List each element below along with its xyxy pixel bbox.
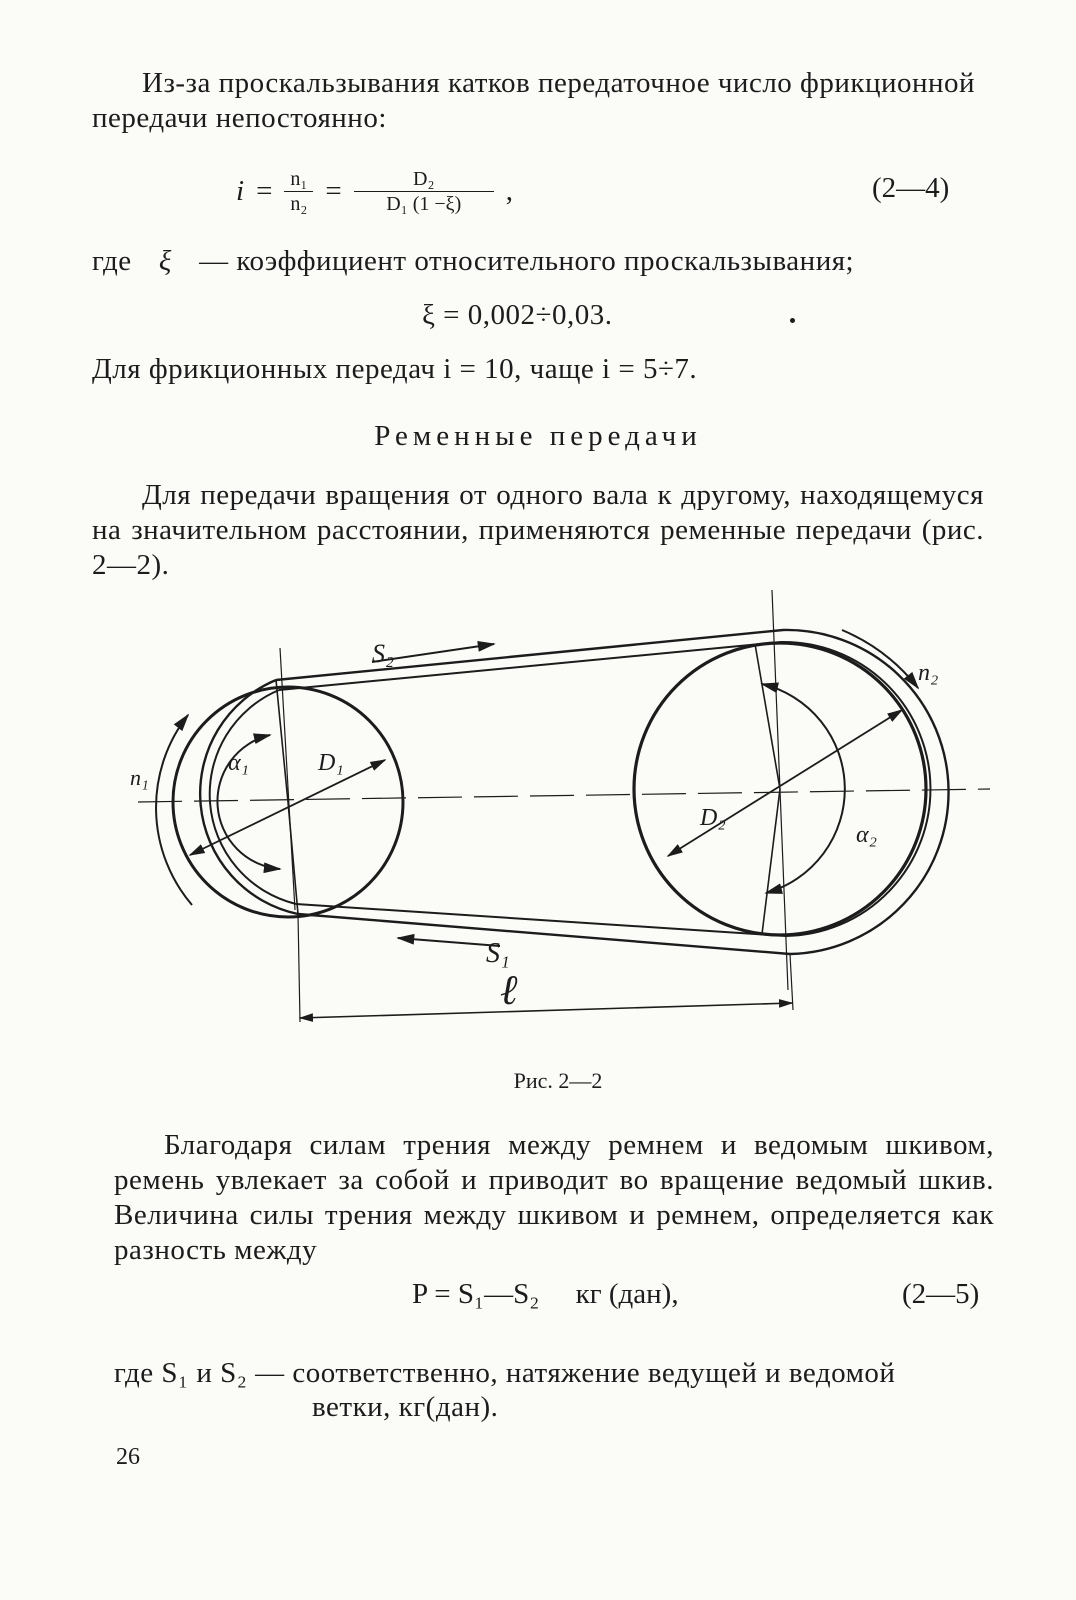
center-line xyxy=(138,789,990,802)
fraction-n-denominator: n₂ xyxy=(290,192,308,215)
where-s-lead: где S₁ и S₂ — xyxy=(114,1357,285,1389)
ratio-line: Для фрикционных передач i = 10, чаще i = 5÷7. xyxy=(92,353,698,385)
dimension-l-line xyxy=(300,1003,792,1018)
where-s-line-2: ветки, кг(дан). xyxy=(312,1391,499,1423)
eq-lhs: i xyxy=(236,174,245,207)
belt-intro-paragraph: Для передачи вращения от одного вала к другому, находящемуся на значительном расстоянии, применяются ременные передачи (рис. 2—2). xyxy=(92,479,984,581)
equation-2-5: P = S₁—S₂ кг (дан), xyxy=(412,1278,679,1310)
belt-inner-right xyxy=(279,642,930,936)
equation-number-2-5: (2—5) xyxy=(902,1278,980,1310)
equation-number-2-4: (2—4) xyxy=(872,172,950,204)
label-alpha1: α₁ xyxy=(228,750,249,776)
where-xi-text: — коэффициент относительного проскальзывания; xyxy=(199,245,855,277)
equation-2-4 xyxy=(236,156,513,226)
fraction-n xyxy=(284,167,313,216)
friction-paragraph: Благодаря силам трения между ремнем и ведомым шкивом, ремень увлекает за собой и приводит во вращение ведомый шкив. Величина силы трения между шкивом и ремнем, определяется как разность между xyxy=(114,1129,994,1266)
page-number: 26 xyxy=(116,1444,140,1470)
where-s-text-1: соответственно, натяжение ведущей и ведомой xyxy=(292,1357,896,1389)
fraction-d-numerator: D₂ xyxy=(413,167,435,190)
fraction-n-numerator: n₁ xyxy=(290,167,308,190)
label-d2: D₂ xyxy=(700,805,726,831)
label-l: ℓ xyxy=(500,968,518,1014)
eq-trailing-comma: , xyxy=(505,174,514,207)
fraction-d-denominator: D₁ (1 −ξ) xyxy=(386,192,462,215)
where-lead: где xyxy=(92,245,132,277)
xi-range: ξ = 0,002÷0,03. xyxy=(422,299,613,331)
belt-outer-right xyxy=(276,630,949,954)
figure-caption: Рис. 2—2 xyxy=(513,1068,603,1093)
angle-arc-alpha2 xyxy=(762,684,845,893)
wrap-line-right-top xyxy=(755,644,780,789)
dimension-ext-right xyxy=(790,954,793,1010)
label-d1: D₁ xyxy=(318,750,344,776)
label-alpha2: α₂ xyxy=(856,822,877,848)
eq-sign-2: = xyxy=(325,174,342,207)
where-s-line-1 xyxy=(114,1356,895,1391)
eq-sign-1: = xyxy=(256,174,273,207)
label-s1: S₁ xyxy=(486,938,510,969)
xi-symbol: ξ xyxy=(158,245,172,277)
wrap-line-left-bottom xyxy=(288,802,298,914)
section-heading: Ременные передачи xyxy=(374,420,702,452)
label-n2: n₂ xyxy=(918,660,939,686)
tension-arrow-s1 xyxy=(398,938,500,946)
stray-dot xyxy=(790,318,795,323)
where-xi-line xyxy=(92,244,992,279)
label-s2: S₂ xyxy=(372,639,395,668)
fraction-d xyxy=(354,167,494,216)
wrap-line-right-bottom xyxy=(762,789,780,934)
dimension-ext-left xyxy=(298,914,300,1022)
wrap-line-left-top xyxy=(276,680,288,802)
intro-paragraph: Из-за проскальзывания катков передаточное число фрикционной передачи непостоянно: xyxy=(92,67,976,134)
label-n1: n₁ xyxy=(130,765,149,790)
belt-drive-figure xyxy=(0,580,1076,1050)
